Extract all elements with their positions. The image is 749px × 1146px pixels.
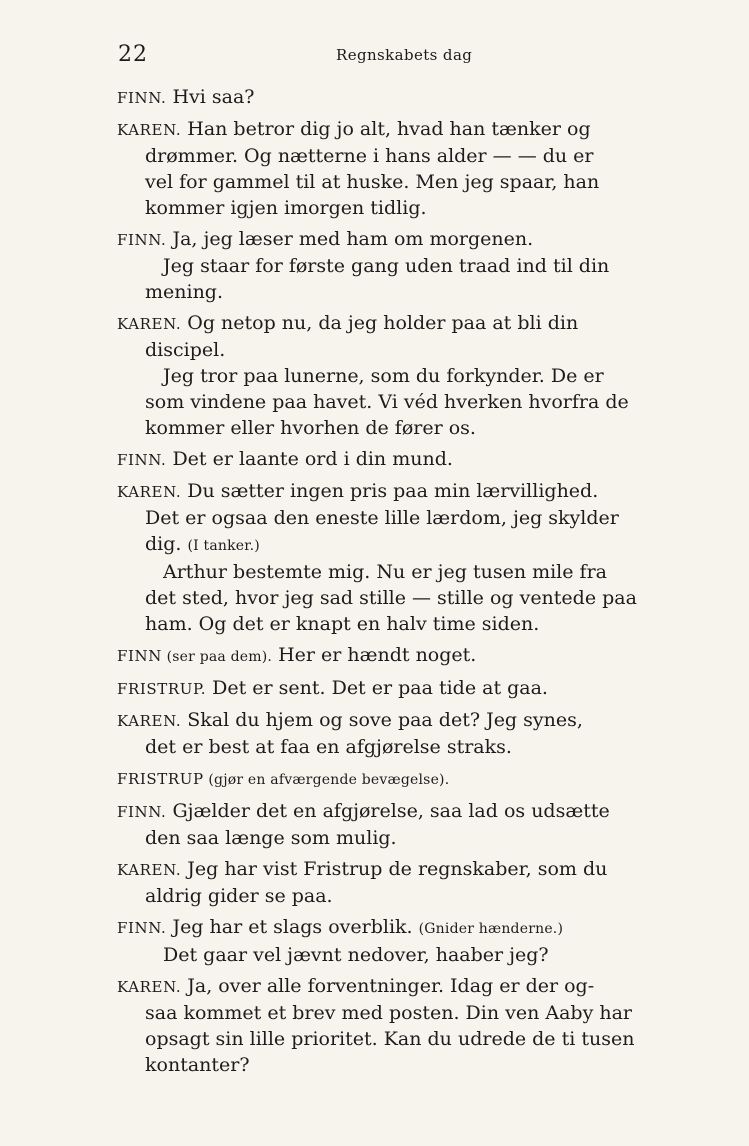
speaker-name: FINN. bbox=[117, 451, 167, 469]
dialogue-text: Det er sent. Det er paa tide at gaa. bbox=[206, 677, 548, 699]
dialogue-text: Det er ogsaa den eneste lille lærdom, jeg skylder bbox=[145, 507, 619, 529]
running-title: Regnskabets dag bbox=[336, 46, 473, 64]
speaker-name: FINN. bbox=[117, 803, 167, 821]
dialogue-text: kontanter? bbox=[145, 1054, 250, 1076]
speech-line bbox=[117, 675, 701, 702]
speech-line bbox=[117, 310, 701, 337]
speech-line bbox=[117, 84, 701, 111]
dialogue-text: Gjælder det en afgjørelse, saa lad os udsætte bbox=[166, 800, 610, 822]
dialogue-text: som vindene paa havet. Vi véd hverken hvorfra de bbox=[145, 391, 629, 413]
speech-line bbox=[117, 253, 701, 279]
speech-line bbox=[117, 1052, 701, 1078]
dialogue-text: discipel. bbox=[145, 339, 226, 361]
dialogue-text: ham. Og det er knapt en halv time siden. bbox=[145, 613, 540, 635]
speaker-name: KAREN. bbox=[117, 861, 182, 879]
speech-line bbox=[117, 116, 701, 143]
speech-paragraph bbox=[117, 446, 701, 473]
speech-paragraph bbox=[117, 116, 701, 221]
dialogue-text: kommer eller hvorhen de fører os. bbox=[145, 417, 476, 439]
dialogue-text: Ja, jeg læser med ham om morgenen. bbox=[166, 228, 534, 250]
speech-line bbox=[117, 914, 701, 942]
speech-paragraph bbox=[117, 765, 701, 793]
dialogue-text: Jeg har vist Fristrup de regnskaber, som du bbox=[181, 858, 608, 880]
speech-line bbox=[117, 337, 701, 363]
speech-paragraph bbox=[117, 310, 701, 441]
speech-line bbox=[117, 389, 701, 415]
speech-line bbox=[117, 942, 701, 968]
speech-line bbox=[117, 585, 701, 611]
speaker-name: KAREN. bbox=[117, 121, 182, 139]
dialogue-text: Her er hændt noget. bbox=[272, 644, 477, 666]
dialogue-text: Jeg staar for første gang uden traad ind til din bbox=[163, 255, 610, 277]
speech-line bbox=[117, 415, 701, 441]
speech-paragraph bbox=[117, 226, 701, 305]
speaker-name: KAREN. bbox=[117, 712, 182, 730]
dialogue-text: det sted, hvor jeg sad stille — stille og ventede paa bbox=[145, 587, 637, 609]
dialogue-text: det er best at faa en afgjørelse straks. bbox=[145, 736, 512, 758]
speech-line bbox=[117, 505, 701, 531]
page-number: 22 bbox=[118, 42, 148, 67]
dialogue-text: vel for gammel til at huske. Men jeg spaar, han bbox=[145, 171, 600, 193]
stage-direction: (gjør en afværgende bevægelse). bbox=[203, 772, 450, 788]
dialogue-text: den saa længe som mulig. bbox=[145, 827, 397, 849]
speech-line bbox=[117, 478, 701, 505]
speaker-name: FRISTRUP. bbox=[117, 680, 207, 698]
dialogue-text: Ja, over alle forventninger. Idag er der og- bbox=[181, 975, 595, 997]
speaker-name: KAREN. bbox=[117, 978, 182, 996]
speech-paragraph bbox=[117, 914, 701, 968]
speech-line bbox=[117, 1026, 701, 1052]
speech-paragraph bbox=[117, 856, 701, 909]
speech-line bbox=[117, 734, 701, 760]
speaker-name: FINN. bbox=[117, 919, 167, 937]
dialogue-text: saa kommet et brev med posten. Din ven Aaby har bbox=[145, 1002, 633, 1024]
speech-line bbox=[117, 765, 701, 793]
speech-line bbox=[117, 856, 701, 883]
speech-line bbox=[117, 143, 701, 169]
speaker-name: KAREN. bbox=[117, 483, 182, 501]
dialogue-text: Det er laante ord i din mund. bbox=[166, 448, 453, 470]
dialogue-text: Hvi saa? bbox=[166, 86, 255, 108]
speech-paragraph bbox=[117, 675, 701, 702]
speaker-name: FINN bbox=[117, 647, 162, 665]
dialogue-text: dig. bbox=[145, 533, 188, 555]
speaker-name: FINN. bbox=[117, 231, 167, 249]
speech-line bbox=[117, 531, 701, 559]
stage-direction: (I tanker.) bbox=[187, 538, 260, 554]
speech-line bbox=[117, 798, 701, 825]
speech-line bbox=[117, 226, 701, 253]
speaker-name: KAREN. bbox=[117, 315, 182, 333]
speech-line bbox=[117, 883, 701, 909]
speech-paragraph bbox=[117, 798, 701, 851]
speech-line bbox=[117, 1000, 701, 1026]
speech-line bbox=[117, 642, 701, 670]
stage-direction: (ser paa dem). bbox=[161, 649, 273, 665]
stage-direction: (Gnider hænderne.) bbox=[418, 921, 564, 937]
dialogue-text: Skal du hjem og sove paa det? Jeg synes, bbox=[181, 709, 583, 731]
speech-line bbox=[117, 611, 701, 637]
dialogue-text: Det gaar vel jævnt nedover, haaber jeg? bbox=[163, 944, 549, 966]
page-header bbox=[118, 42, 698, 70]
dialogue-text: Arthur bestemte mig. Nu er jeg tusen mile fra bbox=[163, 561, 607, 583]
speech-line bbox=[117, 559, 701, 585]
speaker-name: FINN. bbox=[117, 89, 167, 107]
speech-paragraph bbox=[117, 84, 701, 111]
dialogue-text: opsagt sin lille prioritet. Kan du udrede de ti tusen bbox=[145, 1028, 635, 1050]
dialogue-text: Han betror dig jo alt, hvad han tænker og bbox=[181, 118, 591, 140]
dialogue-text: Jeg tror paa lunerne, som du forkynder. De er bbox=[163, 365, 604, 387]
speech-paragraph bbox=[117, 973, 701, 1078]
speech-paragraph bbox=[117, 642, 701, 670]
speech-paragraph bbox=[117, 478, 701, 637]
dialogue-text: Og netop nu, da jeg holder paa at bli din bbox=[181, 312, 579, 334]
speech-line bbox=[117, 279, 701, 305]
dialogue-text: kommer igjen imorgen tidlig. bbox=[145, 197, 427, 219]
dialogue-text: mening. bbox=[145, 281, 224, 303]
speech-line bbox=[117, 169, 701, 195]
dialogue-text: Jeg har et slags overblik. bbox=[166, 916, 419, 938]
speech-line bbox=[117, 707, 701, 734]
speech-line bbox=[117, 363, 701, 389]
dialogue-body bbox=[117, 84, 701, 1083]
dialogue-text: drømmer. Og nætterne i hans alder — — du er bbox=[145, 145, 594, 167]
speech-line bbox=[117, 973, 701, 1000]
speech-paragraph bbox=[117, 707, 701, 760]
speech-line bbox=[117, 195, 701, 221]
speech-line bbox=[117, 825, 701, 851]
dialogue-text: Du sætter ingen pris paa min lærvillighed. bbox=[181, 480, 599, 502]
speech-line bbox=[117, 446, 701, 473]
dialogue-text: aldrig gider se paa. bbox=[145, 885, 333, 907]
speaker-name: FRISTRUP bbox=[117, 770, 204, 788]
